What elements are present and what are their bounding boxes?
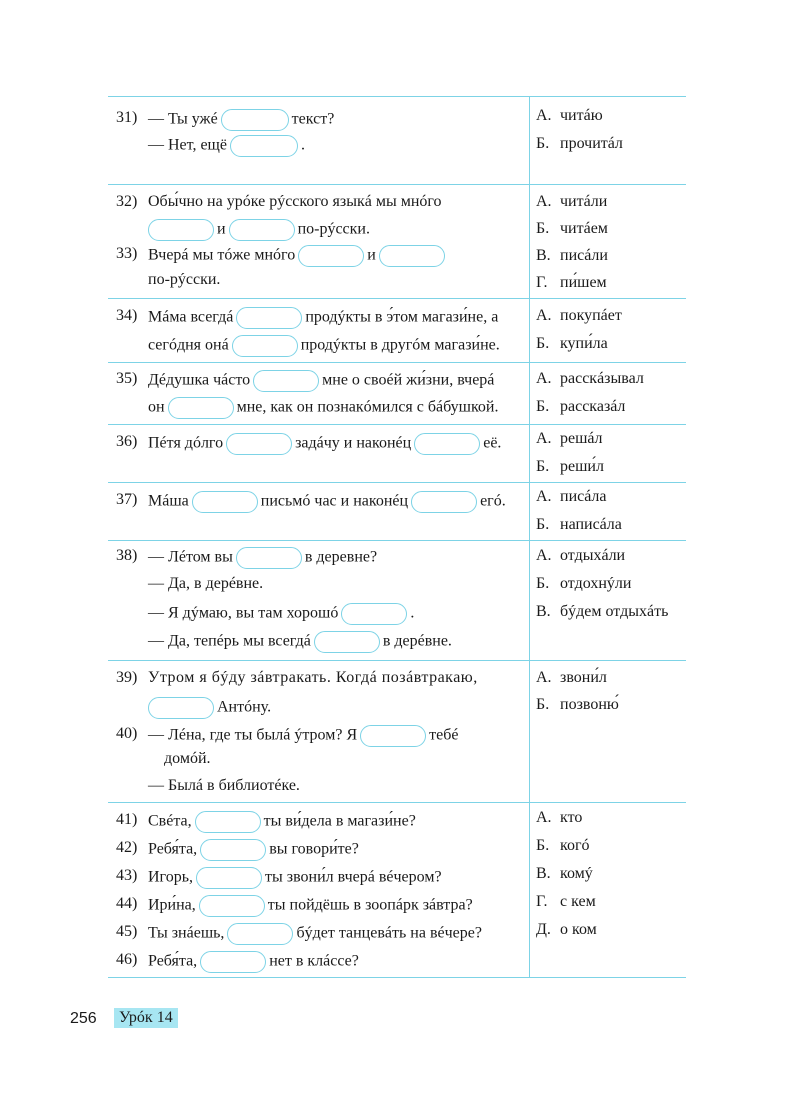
answer-blank[interactable] — [226, 433, 292, 455]
question-text: — Лéна, где ты былá ýтром? Я — [148, 726, 358, 744]
question-number: 36) — [116, 433, 138, 450]
question-text: — Былá в библиотéке. — [148, 777, 300, 794]
column-divider — [529, 185, 530, 298]
question-text: Мáша — [148, 492, 189, 510]
option-a[interactable]: А. кто — [536, 809, 583, 826]
exercise-row-31 — [108, 96, 686, 184]
answer-blank[interactable] — [414, 433, 480, 455]
question-number: 33) — [116, 245, 138, 262]
question-text: и — [367, 246, 376, 264]
options-cell — [536, 661, 686, 802]
column-divider — [529, 541, 530, 660]
options-cell — [536, 97, 686, 184]
answer-blank[interactable] — [411, 491, 477, 513]
answer-blank[interactable] — [341, 603, 407, 625]
answer-blank[interactable] — [199, 895, 265, 917]
options-cell — [536, 541, 686, 660]
question-text: текст? — [291, 110, 335, 128]
question-text: в деревне? — [304, 548, 378, 566]
options-cell — [536, 185, 686, 298]
exercise-row-41-46 — [108, 802, 686, 978]
question-text: — Да, тепéрь мы всегдá — [148, 632, 311, 650]
question-text: ты ви́дела в магази́не? — [263, 812, 416, 830]
question-text: по-рýсски. — [148, 271, 221, 288]
question-text: Вчерá мы тóже мнóго — [148, 246, 296, 264]
answer-blank[interactable] — [230, 135, 298, 157]
question-text: тебé — [429, 726, 459, 744]
column-divider — [529, 661, 530, 802]
options-cell — [536, 425, 686, 482]
answer-blank[interactable] — [200, 839, 266, 861]
question-cell — [108, 803, 529, 977]
option-c[interactable]: В. писáли — [536, 247, 608, 264]
option-b[interactable]: Б. прочитáл — [536, 135, 623, 152]
exercise-row-38 — [108, 540, 686, 660]
answer-blank[interactable] — [196, 867, 262, 889]
column-divider — [529, 97, 530, 184]
question-text: по-рýсски. — [297, 220, 370, 238]
question-text: домóй. — [164, 750, 211, 767]
column-divider — [529, 299, 530, 362]
option-b[interactable]: Б. читáем — [536, 220, 608, 237]
question-text: мне, как он познакóмился с бáбушкой. — [236, 398, 499, 416]
answer-blank[interactable] — [314, 631, 380, 653]
column-divider — [529, 425, 530, 482]
question-text: задáчу и наконéц — [295, 434, 412, 452]
question-text: Пéтя дóлго — [148, 434, 224, 452]
question-number: 45) — [116, 923, 138, 940]
option-a[interactable]: А. покупáет — [536, 307, 622, 324]
exercise-row-35 — [108, 362, 686, 424]
answer-blank[interactable] — [200, 951, 266, 973]
answer-blank[interactable] — [298, 245, 364, 267]
question-text: нет в клáссе? — [269, 952, 359, 970]
question-text: Утром я бýду зáвтракать. Когдá позáвтракаю, — [148, 669, 478, 686]
question-text: Ребя́та, — [148, 840, 198, 858]
question-cell — [108, 425, 529, 482]
option-b[interactable]: Б. отдохнýли — [536, 575, 632, 592]
question-number: 44) — [116, 895, 138, 912]
question-text: в дерéвне. — [382, 632, 452, 650]
option-a[interactable]: А. решáл — [536, 430, 603, 447]
question-text: и — [217, 220, 226, 238]
question-text: письмó час и наконéц — [260, 492, 409, 510]
question-text: Ты знáешь, — [148, 924, 225, 942]
question-number: 37) — [116, 491, 138, 508]
question-cell — [108, 363, 529, 424]
question-text: — Да, в дерéвне. — [148, 575, 264, 592]
option-b[interactable]: Б. рассказáл — [536, 398, 626, 415]
question-number: 34) — [116, 307, 138, 324]
question-number: 42) — [116, 839, 138, 856]
answer-blank[interactable] — [148, 219, 214, 241]
question-text: . — [410, 604, 415, 622]
question-text: он — [148, 398, 165, 416]
answer-blank[interactable] — [379, 245, 445, 267]
answer-blank[interactable] — [192, 491, 258, 513]
question-text: — Нет, ещё — [148, 136, 227, 154]
question-text: мне о своéй жи́зни, вчерá — [322, 371, 495, 389]
answer-blank[interactable] — [227, 923, 293, 945]
question-number: 46) — [116, 951, 138, 968]
lesson-label: Урóк 14 — [114, 1008, 178, 1028]
question-number: 41) — [116, 811, 138, 828]
question-text: — Лéтом вы — [148, 548, 233, 566]
question-cell — [108, 483, 529, 540]
answer-blank[interactable] — [148, 697, 214, 719]
option-b[interactable]: Б. позвоню́ — [536, 696, 619, 713]
option-e[interactable]: Д. о ком — [536, 921, 597, 938]
column-divider — [529, 363, 530, 424]
question-text: её. — [483, 434, 502, 452]
option-a[interactable]: А. писáла — [536, 488, 607, 505]
exercise-row-39-40 — [108, 660, 686, 802]
option-a[interactable]: А. расскáзывал — [536, 370, 644, 387]
question-text: Дéдушка чáсто — [148, 371, 251, 389]
question-cell — [108, 299, 529, 362]
page-number: 256 — [70, 1010, 97, 1027]
column-divider — [529, 803, 530, 977]
option-b[interactable]: Б. реши́л — [536, 458, 604, 475]
option-b[interactable]: Б. когó — [536, 837, 590, 854]
question-text: продýкты в другóм магази́не. — [300, 336, 500, 354]
question-number: 31) — [116, 109, 138, 126]
question-text: ты звони́л вчерá вéчером? — [265, 868, 442, 886]
option-c[interactable]: В. комý — [536, 865, 593, 882]
answer-blank[interactable] — [236, 307, 302, 329]
question-text: продýкты в э́том магази́не, а — [305, 308, 499, 326]
answer-blank[interactable] — [253, 370, 319, 392]
question-number: 35) — [116, 370, 138, 387]
question-text: егó. — [480, 492, 506, 510]
question-text: Ребя́та, — [148, 952, 198, 970]
answer-blank[interactable] — [236, 547, 302, 569]
question-text: Игорь, — [148, 868, 194, 886]
answer-blank[interactable] — [229, 219, 295, 241]
question-number: 43) — [116, 867, 138, 884]
options-cell — [536, 299, 686, 362]
option-a[interactable]: А. отдыхáли — [536, 547, 626, 564]
option-b[interactable]: Б. написáла — [536, 516, 622, 533]
question-text: . — [300, 136, 305, 154]
answer-blank[interactable] — [168, 397, 234, 419]
option-a[interactable]: А. звони́л — [536, 669, 607, 686]
question-number: 39) — [116, 669, 138, 686]
exercise-row-36 — [108, 424, 686, 482]
question-number: 38) — [116, 547, 138, 564]
question-text: сегóдня онá — [148, 336, 229, 354]
options-cell — [536, 803, 686, 977]
option-b[interactable]: Б. купи́ла — [536, 335, 608, 352]
question-text: Антóну. — [217, 698, 272, 716]
question-text: Ири́на, — [148, 896, 196, 914]
answer-blank[interactable] — [360, 725, 426, 747]
question-cell — [108, 661, 529, 802]
answer-blank[interactable] — [195, 811, 261, 833]
question-text: Мáма всегдá — [148, 308, 234, 326]
option-c[interactable]: В. бýдем отдыхáть — [536, 603, 669, 620]
question-text: ты пойдёшь в зоопáрк зáвтра? — [267, 896, 473, 914]
options-cell — [536, 363, 686, 424]
question-number: 32) — [116, 193, 138, 210]
question-cell — [108, 541, 529, 660]
question-text: бýдет танцевáть на вéчере? — [296, 924, 482, 942]
options-cell — [536, 483, 686, 540]
question-text: Свéта, — [148, 812, 192, 830]
exercise-row-37 — [108, 482, 686, 540]
option-d[interactable]: Г. с кем — [536, 893, 596, 910]
question-text: — Я дýмаю, вы там хорошó — [148, 604, 339, 622]
question-cell — [108, 185, 529, 298]
column-divider — [529, 483, 530, 540]
exercise-row-34 — [108, 298, 686, 362]
option-a[interactable]: А. читáли — [536, 193, 608, 210]
question-text: вы говори́те? — [269, 840, 359, 858]
answer-blank[interactable] — [232, 335, 298, 357]
option-a[interactable]: А. читáю — [536, 107, 603, 124]
exercise-row-32-33 — [108, 184, 686, 298]
question-text: — Ты ужé — [148, 110, 218, 128]
question-text: Обы́чно на урóке рýсского языкá мы мнóго — [148, 193, 442, 210]
question-cell — [108, 97, 529, 184]
option-d[interactable]: Г. пи́шем — [536, 274, 607, 291]
answer-blank[interactable] — [221, 109, 289, 131]
question-number: 40) — [116, 725, 138, 742]
